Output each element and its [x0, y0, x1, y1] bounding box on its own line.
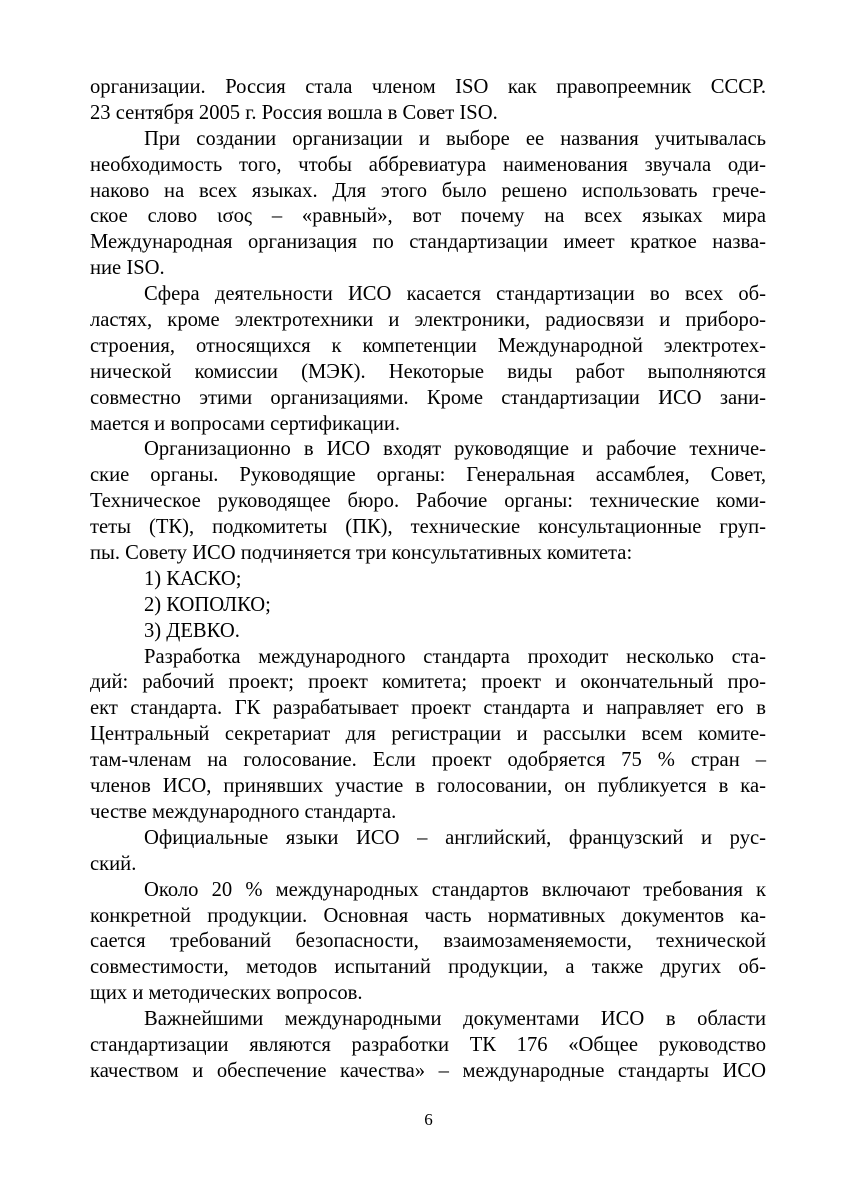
text-line: мается и вопросами сертификации. [90, 412, 401, 435]
list-item: 1) КАСКО; [144, 567, 242, 590]
paragraph-start-line: Важнейшими международными документами ИСО в области [144, 1008, 766, 1031]
text-line: там-членам на голосование. Если проект одобряется 75 % стран – [90, 749, 766, 772]
text-line: необходимость того, чтобы аббревиатура наименования звучала оди- [90, 153, 766, 176]
text-line: качеством и обеспечение качества» – международные стандарты ИСО [90, 1059, 766, 1082]
paragraph-start-line: Около 20 % международных стандартов включают требования к [144, 878, 766, 901]
paragraph-start-line: Разработка международного стандарта проходит несколько ста- [144, 645, 766, 668]
text-line: организации. Россия стала членом ISO как правопреемник СССР. [90, 76, 766, 98]
text-line: членов ИСО, принявших участие в голосовании, он публикуется в ка- [90, 775, 766, 798]
text-line: честве международного стандарта. [90, 800, 397, 823]
text-line: ние ISO. [90, 257, 165, 280]
text-line: сается требований безопасности, взаимозаменяемости, технической [90, 930, 766, 953]
text-line: щих и методических вопросов. [90, 982, 363, 1005]
text-line: совместимости, методов испытаний продукции, а также других об- [90, 956, 766, 979]
text-line: ский. [90, 852, 137, 875]
text-line: ластях, кроме электротехники и электроники, радиосвязи и приборо- [90, 309, 766, 332]
text-line: строения, относящихся к компетенции Международной электротех- [90, 334, 766, 357]
text-line: дий: рабочий проект; проект комитета; проект и окончательный про- [90, 671, 766, 694]
body-text [90, 75, 766, 1085]
text-line: ские органы. Руководящие органы: Генеральная ассамблея, Совет, [90, 464, 766, 487]
text-line: Техническое руководящее бюро. Рабочие органы: технические коми- [90, 490, 766, 513]
paragraph-start-line: При создании организации и выборе ее названия учитывалась [144, 127, 766, 150]
paragraph-start-line: Организационно в ИСО входят руководящие и рабочие техниче- [144, 438, 766, 461]
text-line: Центральный секретариат для регистрации и рассылки всем комите- [90, 723, 766, 746]
text-line: совместно этими организациями. Кроме стандартизации ИСО зани- [90, 386, 766, 409]
list-item: 2) КОПОЛКО; [144, 593, 271, 616]
text-line: 23 сентября 2005 г. Россия вошла в Совет ISO. [90, 101, 498, 124]
paragraph-start-line: Официальные языки ИСО – английский, французский и рус- [144, 826, 766, 849]
text-line: пы. Совету ИСО подчиняется три консультативных комитета: [90, 542, 633, 565]
text-line: конкретной продукции. Основная часть нормативных документов ка- [90, 904, 766, 927]
text-line: теты (ТК), подкомитеты (ПК), технические консультационные груп- [90, 516, 766, 539]
page-number: 6 [424, 1110, 433, 1129]
paragraph-start-line: Сфера деятельности ИСО касается стандартизации во всех об- [144, 283, 766, 306]
text-line: ект стандарта. ГК разрабатывает проект стандарта и направляет его в [90, 697, 766, 720]
text-line: нической комиссии (МЭК). Некоторые виды работ выполняются [90, 360, 766, 383]
text-line: ское слово ισος – «равный», вот почему на всех языках мира [90, 205, 766, 228]
text-line: Международная организация по стандартизации имеет краткое назва- [90, 231, 766, 254]
list-item: 3) ДЕВКО. [144, 619, 240, 642]
text-line: стандартизации являются разработки ТК 176 «Общее руководство [90, 1033, 766, 1056]
text-line: наково на всех языках. Для этого было решено использовать грече- [90, 179, 766, 202]
